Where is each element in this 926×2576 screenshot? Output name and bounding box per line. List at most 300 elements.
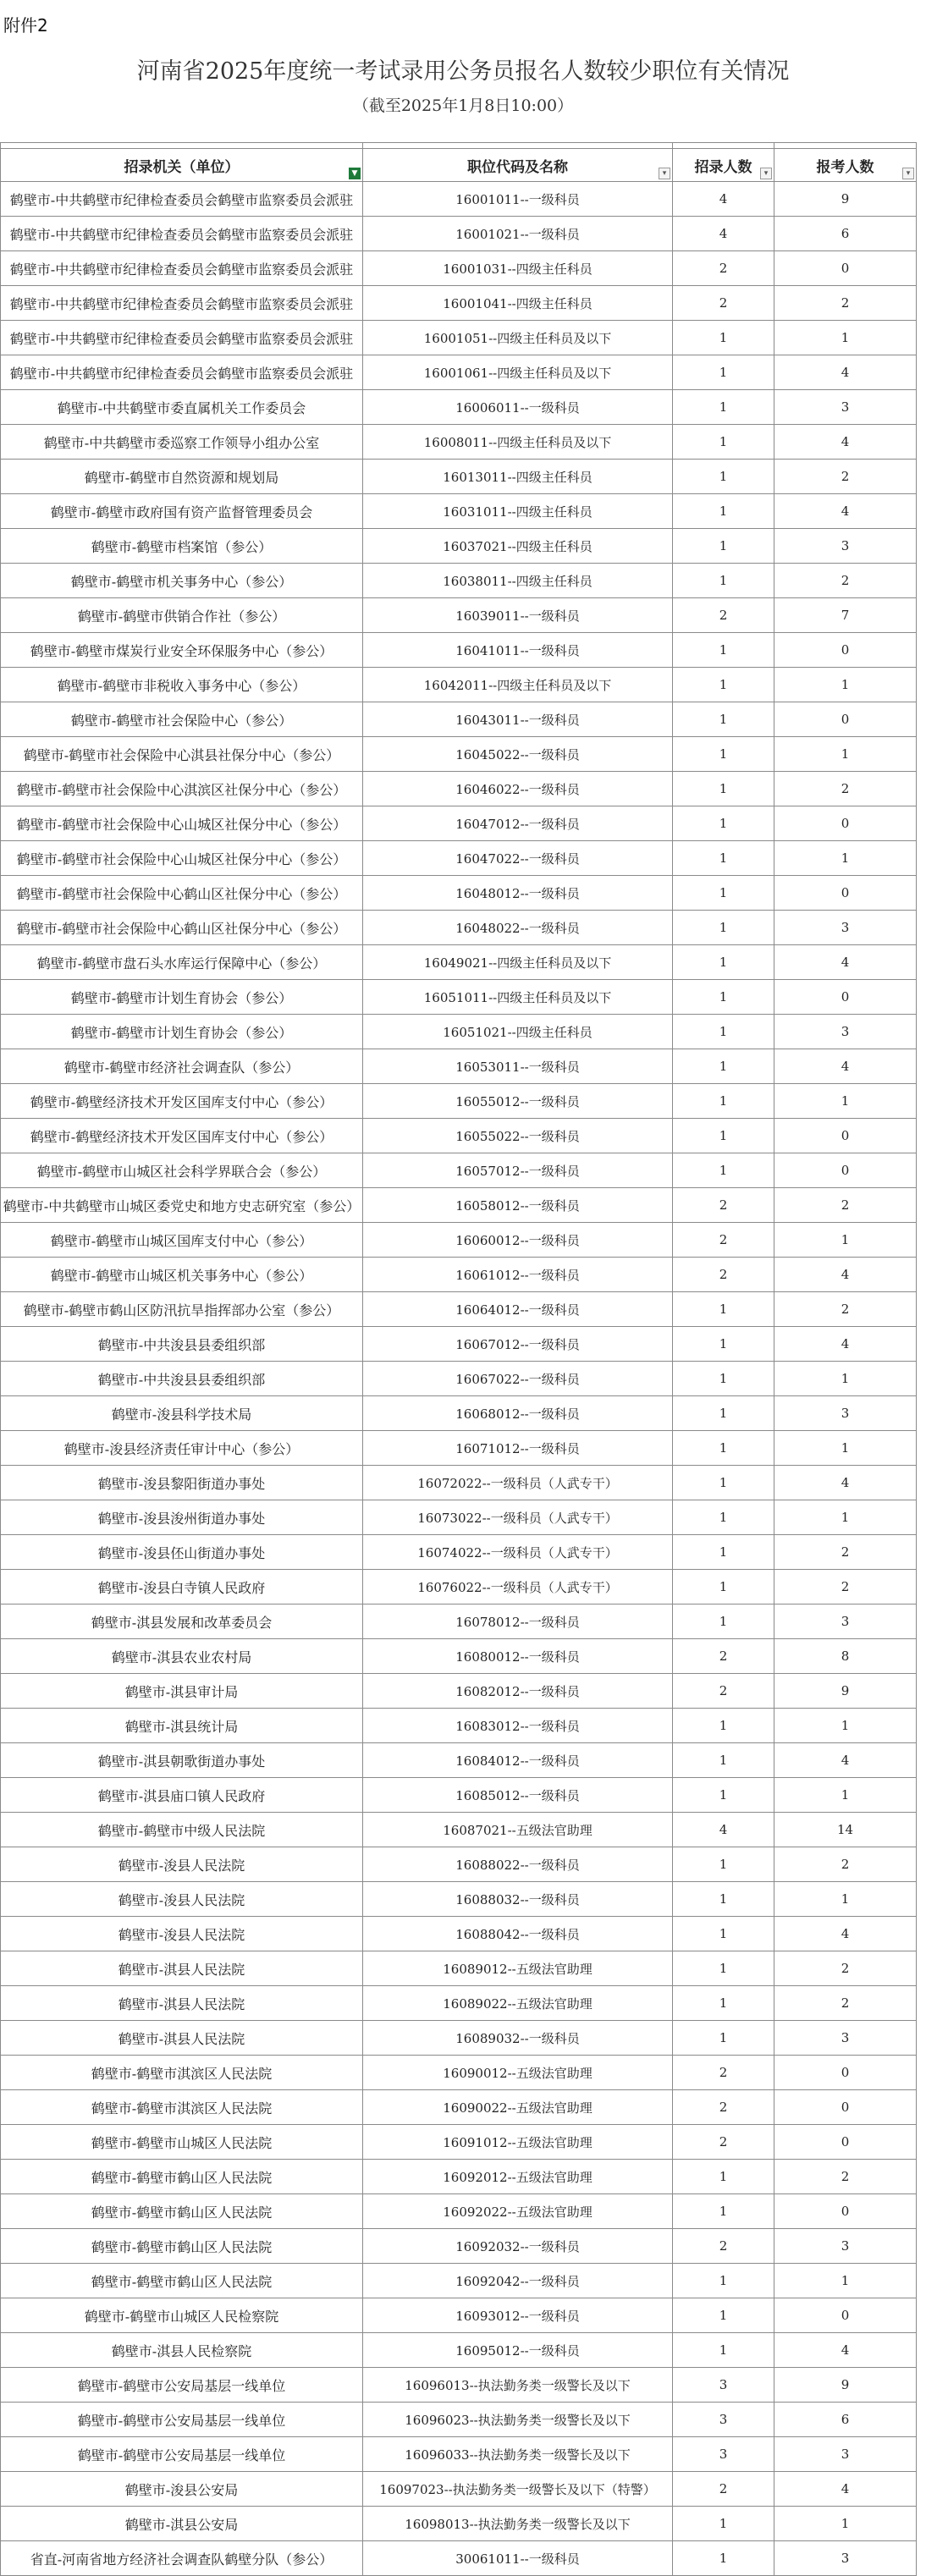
cell-apply: 1 [774, 1882, 917, 1917]
cell-apply: 3 [774, 390, 917, 425]
cell-recruit: 1 [673, 1327, 774, 1362]
table-row [1, 1292, 917, 1327]
cell-recruit: 1 [673, 1049, 774, 1084]
cell-recruit: 3 [673, 2368, 774, 2403]
table-body [1, 182, 917, 2576]
cell-recruit: 1 [673, 1500, 774, 1535]
table-row [1, 1188, 917, 1223]
cell-apply: 2 [774, 1570, 917, 1604]
table-row [1, 1535, 917, 1570]
cell-code: 16008011--四级主任科员及以下 [363, 425, 673, 460]
cell-org: 鹤壁市-鹤壁市公安局基层一线单位 [1, 2437, 363, 2472]
table-row [1, 1015, 917, 1049]
cell-recruit: 1 [673, 841, 774, 876]
cell-recruit: 1 [673, 1396, 774, 1431]
cell-org: 鹤壁市-鹤壁市社会保险中心鹤山区社保分中心（参公） [1, 911, 363, 945]
cell-org: 鹤壁市-浚县人民法院 [1, 1917, 363, 1951]
table-row [1, 702, 917, 737]
table-row [1, 1396, 917, 1431]
table-row [1, 1986, 917, 2021]
cell-code: 16001041--四级主任科员 [363, 286, 673, 321]
cell-org: 鹤壁市-鹤壁市机关事务中心（参公） [1, 564, 363, 598]
cell-code: 16093012--一级科员 [363, 2298, 673, 2333]
cell-recruit: 1 [673, 633, 774, 668]
cell-apply: 3 [774, 1396, 917, 1431]
cell-code: 16087021--五级法官助理 [363, 1813, 673, 1847]
cell-code: 16061012--一级科员 [363, 1258, 673, 1292]
cell-apply: 4 [774, 494, 917, 529]
cell-apply: 2 [774, 1847, 917, 1882]
table-row [1, 911, 917, 945]
cell-recruit: 1 [673, 2160, 774, 2194]
cell-apply: 0 [774, 633, 917, 668]
cell-apply: 0 [774, 806, 917, 841]
cell-org: 鹤壁市-淇县人民法院 [1, 1951, 363, 1986]
cell-org: 鹤壁市-中共鹤壁市纪律检查委员会鹤壁市监察委员会派驻 [1, 321, 363, 355]
cell-org: 鹤壁市-浚县白寺镇人民政府 [1, 1570, 363, 1604]
cell-org: 鹤壁市-鹤壁市社会保险中心（参公） [1, 702, 363, 737]
cell-code: 16089022--五级法官助理 [363, 1986, 673, 2021]
cell-code: 16092032--一级科员 [363, 2229, 673, 2264]
cell-org: 鹤壁市-鹤壁市鹤山区人民法院 [1, 2194, 363, 2229]
cell-apply: 2 [774, 1188, 917, 1223]
cell-org: 鹤壁市-淇县审计局 [1, 1674, 363, 1709]
cell-code: 16083012--一级科员 [363, 1709, 673, 1743]
cell-code: 16078012--一级科员 [363, 1604, 673, 1639]
cell-recruit: 1 [673, 494, 774, 529]
table-row [1, 251, 917, 286]
cell-code: 16042011--四级主任科员及以下 [363, 668, 673, 702]
cell-recruit: 1 [673, 2507, 774, 2541]
cell-org: 鹤壁市-淇县统计局 [1, 1709, 363, 1743]
cell-org: 鹤壁市-淇县人民法院 [1, 2021, 363, 2056]
cell-apply: 1 [774, 2264, 917, 2298]
cell-apply: 4 [774, 2333, 917, 2368]
cell-recruit: 1 [673, 1709, 774, 1743]
cell-org: 鹤壁市-淇县朝歌街道办事处 [1, 1743, 363, 1778]
cell-apply: 7 [774, 598, 917, 633]
cell-org: 鹤壁市-鹤壁市中级人民法院 [1, 1813, 363, 1847]
cell-org: 鹤壁市-鹤壁市淇滨区人民法院 [1, 2090, 363, 2125]
table-row [1, 841, 917, 876]
header-apply [774, 149, 917, 182]
cell-org: 鹤壁市-浚县人民法院 [1, 1847, 363, 1882]
cell-recruit: 1 [673, 1951, 774, 1986]
table-row [1, 876, 917, 911]
cell-org: 鹤壁市-中共浚县县委组织部 [1, 1362, 363, 1396]
cell-apply: 2 [774, 1986, 917, 2021]
cell-code: 16013011--四级主任科员 [363, 460, 673, 494]
cell-code: 16089012--五级法官助理 [363, 1951, 673, 1986]
cell-code: 16089032--一级科员 [363, 2021, 673, 2056]
cell-code: 16068012--一级科员 [363, 1396, 673, 1431]
cell-apply: 1 [774, 2507, 917, 2541]
cell-org: 鹤壁市-鹤壁市社会保险中心山城区社保分中心（参公） [1, 806, 363, 841]
cell-recruit: 2 [673, 286, 774, 321]
cell-org: 鹤壁市-鹤壁市公安局基层一线单位 [1, 2368, 363, 2403]
table-row [1, 2298, 917, 2333]
cell-recruit: 2 [673, 1258, 774, 1292]
cell-recruit: 1 [673, 772, 774, 806]
cell-recruit: 1 [673, 564, 774, 598]
cell-apply: 4 [774, 1743, 917, 1778]
cell-code: 16039011--一级科员 [363, 598, 673, 633]
table-row [1, 2507, 917, 2541]
table-row [1, 598, 917, 633]
cell-code: 30061011--一级科员 [363, 2541, 673, 2576]
table-row [1, 2160, 917, 2194]
cell-code: 16074022--一级科员（人武专干） [363, 1535, 673, 1570]
cell-org: 鹤壁市-淇县庙口镇人民政府 [1, 1778, 363, 1813]
cell-code: 16082012--一级科员 [363, 1674, 673, 1709]
cell-org: 鹤壁市-鹤壁市档案馆（参公） [1, 529, 363, 564]
table-row [1, 1431, 917, 1466]
cell-org: 鹤壁市-中共鹤壁市纪律检查委员会鹤壁市监察委员会派驻 [1, 182, 363, 217]
cell-apply: 1 [774, 1084, 917, 1119]
table-row [1, 564, 917, 598]
cell-apply: 1 [774, 1709, 917, 1743]
dropdown-arrow-icon[interactable]: ▾ [659, 168, 670, 179]
dropdown-arrow-icon[interactable]: ▾ [760, 168, 772, 179]
funnel-icon[interactable]: ▼ [349, 168, 361, 179]
dropdown-arrow-icon[interactable]: ▾ [902, 168, 914, 179]
cell-apply: 0 [774, 2298, 917, 2333]
attachment-label: 附件2 [3, 15, 48, 36]
cell-code: 16047012--一级科员 [363, 806, 673, 841]
cell-recruit: 1 [673, 1431, 774, 1466]
cell-org: 鹤壁市-中共鹤壁市纪律检查委员会鹤壁市监察委员会派驻 [1, 355, 363, 390]
table-row [1, 1258, 917, 1292]
cell-apply: 3 [774, 2437, 917, 2472]
cell-recruit: 1 [673, 2298, 774, 2333]
cell-apply: 2 [774, 286, 917, 321]
cell-code: 16096023--执法勤务类一级警长及以下 [363, 2403, 673, 2437]
cell-recruit: 1 [673, 1570, 774, 1604]
cell-org: 鹤壁市-浚县经济责任审计中心（参公） [1, 1431, 363, 1466]
cell-code: 16006011--一级科员 [363, 390, 673, 425]
cell-org: 鹤壁市-淇县人民法院 [1, 1986, 363, 2021]
table-row [1, 321, 917, 355]
cell-org: 鹤壁市-淇县公安局 [1, 2507, 363, 2541]
cell-code: 16058012--一级科员 [363, 1188, 673, 1223]
cell-recruit: 3 [673, 2403, 774, 2437]
cell-code: 16072022--一级科员（人武专干） [363, 1466, 673, 1500]
cell-recruit: 1 [673, 806, 774, 841]
cell-recruit: 1 [673, 460, 774, 494]
cell-recruit: 4 [673, 217, 774, 251]
table-row [1, 1882, 917, 1917]
cell-org: 鹤壁市-鹤壁市山城区人民检察院 [1, 2298, 363, 2333]
cell-org: 省直-河南省地方经济社会调查队鹤壁分队（参公） [1, 2541, 363, 2576]
cell-apply: 1 [774, 1500, 917, 1535]
cell-apply: 4 [774, 945, 917, 980]
cell-recruit: 1 [673, 355, 774, 390]
cell-recruit: 1 [673, 1743, 774, 1778]
table-row [1, 2021, 917, 2056]
cell-code: 16071012--一级科员 [363, 1431, 673, 1466]
cell-apply: 1 [774, 668, 917, 702]
header-apply-label: 报考人数 [816, 158, 874, 176]
table-row [1, 1119, 917, 1153]
cell-code: 16092042--一级科员 [363, 2264, 673, 2298]
cell-apply: 3 [774, 1015, 917, 1049]
cell-recruit: 1 [673, 668, 774, 702]
cell-apply: 0 [774, 702, 917, 737]
cell-org: 鹤壁市-鹤壁市经济社会调查队（参公） [1, 1049, 363, 1084]
cell-code: 16045022--一级科员 [363, 737, 673, 772]
cell-org: 鹤壁市-鹤壁市社会保险中心鹤山区社保分中心（参公） [1, 876, 363, 911]
cell-org: 鹤壁市-鹤壁市山城区国库支付中心（参公） [1, 1223, 363, 1258]
cell-apply: 2 [774, 1292, 917, 1327]
cell-apply: 2 [774, 2160, 917, 2194]
cell-code: 16038011--四级主任科员 [363, 564, 673, 598]
cell-org: 鹤壁市-中共鹤壁市山城区委党史和地方史志研究室（参公） [1, 1188, 363, 1223]
cell-apply: 3 [774, 2021, 917, 2056]
cell-code: 16060012--一级科员 [363, 1223, 673, 1258]
cell-org: 鹤壁市-浚县人民法院 [1, 1882, 363, 1917]
cell-org: 鹤壁市-鹤壁经济技术开发区国库支付中心（参公） [1, 1084, 363, 1119]
cell-org: 鹤壁市-中共鹤壁市委巡察工作领导小组办公室 [1, 425, 363, 460]
cell-recruit: 1 [673, 1084, 774, 1119]
cell-code: 16096013--执法勤务类一级警长及以下 [363, 2368, 673, 2403]
table-row [1, 217, 917, 251]
table-row [1, 1743, 917, 1778]
cell-recruit: 1 [673, 1882, 774, 1917]
cell-code: 16085012--一级科员 [363, 1778, 673, 1813]
cell-code: 16067012--一级科员 [363, 1327, 673, 1362]
cell-org: 鹤壁市-鹤壁市供销合作社（参公） [1, 598, 363, 633]
cell-recruit: 1 [673, 2194, 774, 2229]
cell-code: 16088022--一级科员 [363, 1847, 673, 1882]
cell-org: 鹤壁市-中共鹤壁市纪律检查委员会鹤壁市监察委员会派驻 [1, 217, 363, 251]
table-row [1, 1813, 917, 1847]
table-row [1, 945, 917, 980]
cell-recruit: 1 [673, 2541, 774, 2576]
cell-apply: 0 [774, 251, 917, 286]
cell-apply: 3 [774, 529, 917, 564]
table-row [1, 1639, 917, 1674]
table-row [1, 668, 917, 702]
cell-recruit: 1 [673, 1119, 774, 1153]
table-row [1, 1327, 917, 1362]
cell-apply: 2 [774, 564, 917, 598]
cell-org: 鹤壁市-鹤壁经济技术开发区国库支付中心（参公） [1, 1119, 363, 1153]
cell-recruit: 2 [673, 2090, 774, 2125]
cell-apply: 1 [774, 1431, 917, 1466]
table-row [1, 2333, 917, 2368]
cell-apply: 6 [774, 2403, 917, 2437]
table-row [1, 2125, 917, 2160]
header-org-label: 招录机关（单位） [124, 158, 240, 176]
table-row [1, 1570, 917, 1604]
cell-org: 鹤壁市-鹤壁市盘石头水库运行保障中心（参公） [1, 945, 363, 980]
cell-apply: 0 [774, 2194, 917, 2229]
table-row [1, 1917, 917, 1951]
header-recruit-label: 招录人数 [694, 158, 752, 176]
cell-org: 鹤壁市-浚县公安局 [1, 2472, 363, 2507]
cell-org: 鹤壁市-浚县黎阳街道办事处 [1, 1466, 363, 1500]
cell-recruit: 1 [673, 876, 774, 911]
cell-recruit: 1 [673, 321, 774, 355]
cell-org: 鹤壁市-鹤壁市鹤山区人民法院 [1, 2229, 363, 2264]
cell-code: 16049021--四级主任科员及以下 [363, 945, 673, 980]
cell-recruit: 2 [673, 1188, 774, 1223]
cell-apply: 8 [774, 1639, 917, 1674]
cell-apply: 0 [774, 2125, 917, 2160]
cell-org: 鹤壁市-中共鹤壁市纪律检查委员会鹤壁市监察委员会派驻 [1, 251, 363, 286]
cell-code: 16047022--一级科员 [363, 841, 673, 876]
cell-recruit: 4 [673, 1813, 774, 1847]
cell-org: 鹤壁市-鹤壁市政府国有资产监督管理委员会 [1, 494, 363, 529]
table-row [1, 1500, 917, 1535]
table-row [1, 2056, 917, 2090]
cell-apply: 9 [774, 2368, 917, 2403]
cell-recruit: 2 [673, 598, 774, 633]
cell-recruit: 2 [673, 2125, 774, 2160]
cell-apply: 2 [774, 1951, 917, 1986]
cell-org: 鹤壁市-鹤壁市公安局基层一线单位 [1, 2403, 363, 2437]
positions-table [0, 142, 917, 2576]
cell-apply: 0 [774, 2090, 917, 2125]
table-row [1, 1049, 917, 1084]
table-row [1, 2090, 917, 2125]
cell-org: 鹤壁市-鹤壁市社会保险中心淇滨区社保分中心（参公） [1, 772, 363, 806]
cell-recruit: 2 [673, 251, 774, 286]
cell-code: 16090022--五级法官助理 [363, 2090, 673, 2125]
table-row [1, 1709, 917, 1743]
table-row [1, 1847, 917, 1882]
page-subtitle: （截至2025年1月8日10:00） [352, 96, 574, 115]
table-row [1, 2403, 917, 2437]
cell-apply: 2 [774, 772, 917, 806]
table-row [1, 2472, 917, 2507]
cell-code: 16092022--五级法官助理 [363, 2194, 673, 2229]
table-row [1, 182, 917, 217]
cell-code: 16037021--四级主任科员 [363, 529, 673, 564]
cell-org: 鹤壁市-鹤壁市非税收入事务中心（参公） [1, 668, 363, 702]
cell-recruit: 1 [673, 1153, 774, 1188]
cell-org: 鹤壁市-鹤壁市山城区人民法院 [1, 2125, 363, 2160]
cell-apply: 14 [774, 1813, 917, 1847]
cell-org: 鹤壁市-鹤壁市煤炭行业安全环保服务中心（参公） [1, 633, 363, 668]
cell-apply: 4 [774, 1049, 917, 1084]
cell-code: 16088042--一级科员 [363, 1917, 673, 1951]
table-row [1, 1153, 917, 1188]
cell-recruit: 1 [673, 1015, 774, 1049]
table-row [1, 2437, 917, 2472]
table-row [1, 980, 917, 1015]
cell-org: 鹤壁市-鹤壁市山城区机关事务中心（参公） [1, 1258, 363, 1292]
cell-org: 鹤壁市-淇县人民检察院 [1, 2333, 363, 2368]
cell-recruit: 1 [673, 980, 774, 1015]
cell-apply: 1 [774, 737, 917, 772]
cell-apply: 0 [774, 1153, 917, 1188]
cell-apply: 4 [774, 1917, 917, 1951]
cell-recruit: 2 [673, 1674, 774, 1709]
cell-org: 鹤壁市-鹤壁市鹤山区人民法院 [1, 2160, 363, 2194]
cell-code: 16001051--四级主任科员及以下 [363, 321, 673, 355]
cell-apply: 4 [774, 1258, 917, 1292]
cell-code: 16064012--一级科员 [363, 1292, 673, 1327]
cell-recruit: 2 [673, 1639, 774, 1674]
header-code-label: 职位代码及名称 [467, 158, 568, 176]
cell-recruit: 1 [673, 2333, 774, 2368]
cell-apply: 0 [774, 1119, 917, 1153]
cell-code: 16088032--一级科员 [363, 1882, 673, 1917]
cell-org: 鹤壁市-中共鹤壁市委直属机关工作委员会 [1, 390, 363, 425]
table-row [1, 1674, 917, 1709]
cell-apply: 9 [774, 182, 917, 217]
cell-recruit: 1 [673, 1986, 774, 2021]
table-row [1, 2264, 917, 2298]
cell-code: 16096033--执法勤务类一级警长及以下 [363, 2437, 673, 2472]
cell-apply: 0 [774, 980, 917, 1015]
cell-apply: 3 [774, 911, 917, 945]
cell-recruit: 1 [673, 425, 774, 460]
table-row [1, 633, 917, 668]
cell-apply: 0 [774, 876, 917, 911]
cell-recruit: 1 [673, 1292, 774, 1327]
cell-code: 16051011--四级主任科员及以下 [363, 980, 673, 1015]
cell-code: 16067022--一级科员 [363, 1362, 673, 1396]
cell-apply: 1 [774, 1362, 917, 1396]
cell-recruit: 1 [673, 1604, 774, 1639]
cell-code: 16001021--一级科员 [363, 217, 673, 251]
cell-org: 鹤壁市-淇县农业农村局 [1, 1639, 363, 1674]
cell-org: 鹤壁市-浚县伾山街道办事处 [1, 1535, 363, 1570]
cell-code: 16057012--一级科员 [363, 1153, 673, 1188]
cell-code: 16041011--一级科员 [363, 633, 673, 668]
cell-recruit: 1 [673, 2021, 774, 2056]
cell-code: 16001011--一级科员 [363, 182, 673, 217]
cell-recruit: 1 [673, 2264, 774, 2298]
cell-code: 16048022--一级科员 [363, 911, 673, 945]
cell-code: 16031011--四级主任科员 [363, 494, 673, 529]
table-row [1, 772, 917, 806]
cell-apply: 4 [774, 1466, 917, 1500]
table-top-spacer [1, 143, 917, 149]
cell-recruit: 1 [673, 390, 774, 425]
cell-code: 16091012--五级法官助理 [363, 2125, 673, 2160]
table-row [1, 494, 917, 529]
cell-apply: 2 [774, 460, 917, 494]
cell-code: 16055022--一级科员 [363, 1119, 673, 1153]
cell-recruit: 1 [673, 1847, 774, 1882]
header-code [363, 149, 673, 182]
cell-recruit: 2 [673, 2472, 774, 2507]
cell-recruit: 2 [673, 2056, 774, 2090]
table-row [1, 2368, 917, 2403]
cell-org: 鹤壁市-鹤壁市鹤山区防汛抗旱指挥部办公室（参公） [1, 1292, 363, 1327]
cell-code: 16046022--一级科员 [363, 772, 673, 806]
cell-code: 16053011--一级科员 [363, 1049, 673, 1084]
cell-recruit: 1 [673, 1778, 774, 1813]
table-row [1, 529, 917, 564]
cell-apply: 9 [774, 1674, 917, 1709]
cell-org: 鹤壁市-淇县发展和改革委员会 [1, 1604, 363, 1639]
cell-org: 鹤壁市-鹤壁市社会保险中心淇县社保分中心（参公） [1, 737, 363, 772]
cell-recruit: 3 [673, 2437, 774, 2472]
cell-recruit: 2 [673, 2229, 774, 2264]
table-row [1, 1084, 917, 1119]
cell-apply: 6 [774, 217, 917, 251]
table-row [1, 425, 917, 460]
cell-org: 鹤壁市-鹤壁市计划生育协会（参公） [1, 980, 363, 1015]
table-row [1, 355, 917, 390]
cell-recruit: 1 [673, 1362, 774, 1396]
cell-code: 16001061--四级主任科员及以下 [363, 355, 673, 390]
cell-code: 16084012--一级科员 [363, 1743, 673, 1778]
